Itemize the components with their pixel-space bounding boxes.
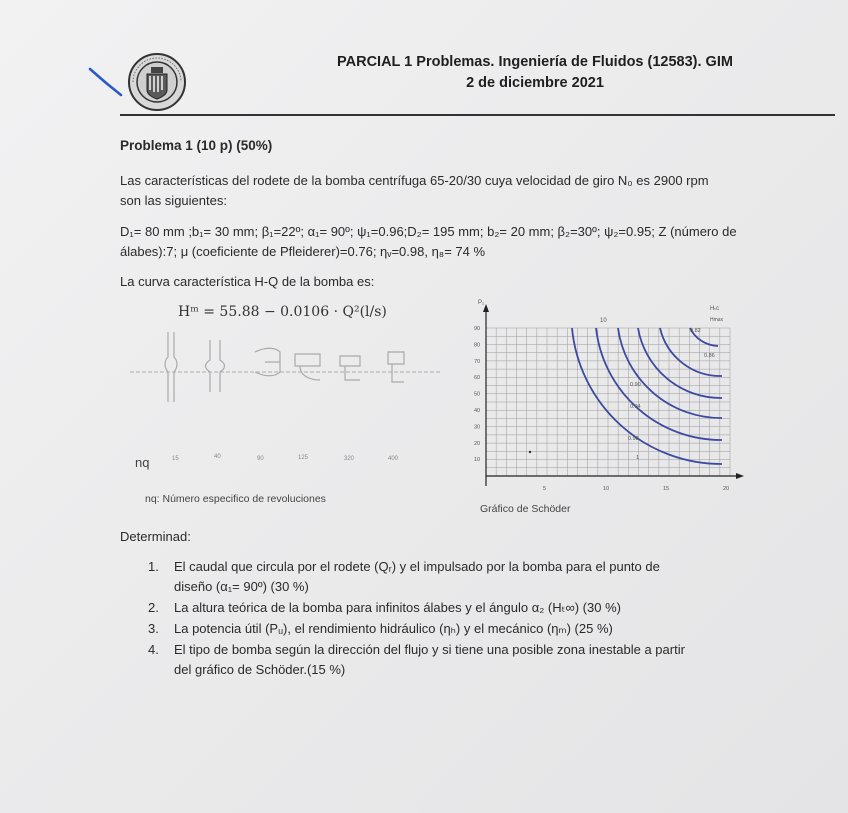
hq-formula: Hᵐ = 55.88 − 0.0106 · Q²(l/s) [178,304,387,320]
exam-title [250,52,820,94]
schoder-chart [460,294,750,504]
x-tick-label: 20 [723,486,730,492]
nq-tick: 40 [214,454,221,460]
question-text: La altura teórica de la bomba para infinitos álabes y el ángulo α₂ (Hₜ∞) (30 %) [174,600,621,615]
chart-right-label: Hₜc [710,306,720,312]
curve-label: 0.82 [690,328,701,334]
nq-tick: 90 [257,456,264,462]
question-number: 1. [148,559,159,574]
y-tick-label: 40 [474,408,481,414]
impeller-parameters: D₁= 80 mm ;b₁= 30 mm; β₁=22º; α₁= 90º; ψ₁=0.96;D₂= 195 mm; b₂= 20 mm; β₂=30º; ψ₂=0.95; Z (número de álabes):7; μ (coeficiente de Pfleiderer)=0.76; ηᵥ=0.98, η₈= 74 % [120,224,737,259]
question-number: 4. [148,642,159,657]
problem-heading: Problema 1 (10 p) (50%) [120,138,273,153]
curve-label: 0.90 [630,382,641,388]
y-tick-label: 10 [474,457,481,464]
efficiency-curve [638,328,722,398]
chart-y-label: P₁ [478,300,485,306]
y-tick-label: 80 [474,342,481,349]
nq-tick: 15 [172,456,179,462]
y-tick-label: 50 [474,391,481,398]
efficiency-curve [660,328,722,376]
x-tick-label: 10 [603,486,610,492]
y-tick-label: 30 [474,424,481,431]
question-text: El tipo de bomba según la dirección del flujo y si tiene una posible zona inestable a partir del gráfico de Schöder.(15 %) [174,642,685,677]
schoder-caption: Gráfico de Schöder [480,503,571,515]
header-divider [120,114,835,116]
question-text: El caudal que circula por el rodete (Qᵣ) y el impulsado por la bomba para el punto de diseño (α₁= 90º) (30 %) [174,559,660,594]
exam-date: 2 de diciembre 2021 [466,75,604,91]
nq-tick: 400 [388,456,399,462]
impeller-shapes-figure [130,322,450,472]
curve-label: 0.86 [704,353,715,359]
y-tick-label: 70 [474,358,481,365]
curve-label: 1 [636,455,640,461]
chart-top-label: 10 [600,318,607,324]
nq-tick: 320 [344,456,355,462]
nq-tick: 125 [298,455,309,461]
questions-intro: Determinad: [120,529,191,544]
curve-label: 0.94 [630,404,641,410]
problem-intro: Las características del rodete de la bomba centrífuga 65-20/30 cuya velocidad de giro N₀ es 2900 rpm son las siguientes: [120,173,709,208]
question-number: 2. [148,600,159,615]
exam-title-line1: PARCIAL 1 Problemas. Ingeniería de Fluidos (12583). GIM [337,54,733,70]
university-seal-icon [127,52,187,112]
pen-mark-icon [88,66,124,98]
curve-label: 0.98 [628,436,639,442]
y-tick-label: 20 [474,440,481,447]
question-number: 3. [148,621,159,636]
curve-intro: La curva característica H-Q de la bomba es: [120,274,375,289]
nq-symbol: nq [135,455,150,470]
y-tick-label: 60 [474,375,481,382]
nq-caption: nq: Número especifico de revoluciones [145,493,326,505]
chart-right-label: Hmax [710,317,724,323]
y-tick-label: 90 [474,326,481,332]
question-text: La potencia útil (Pᵤ), el rendimiento hidráulico (ηₕ) y el mecánico (ηₘ) (25 %) [174,621,613,636]
x-tick-label: 15 [663,486,670,492]
x-tick-label: 5 [543,486,547,492]
